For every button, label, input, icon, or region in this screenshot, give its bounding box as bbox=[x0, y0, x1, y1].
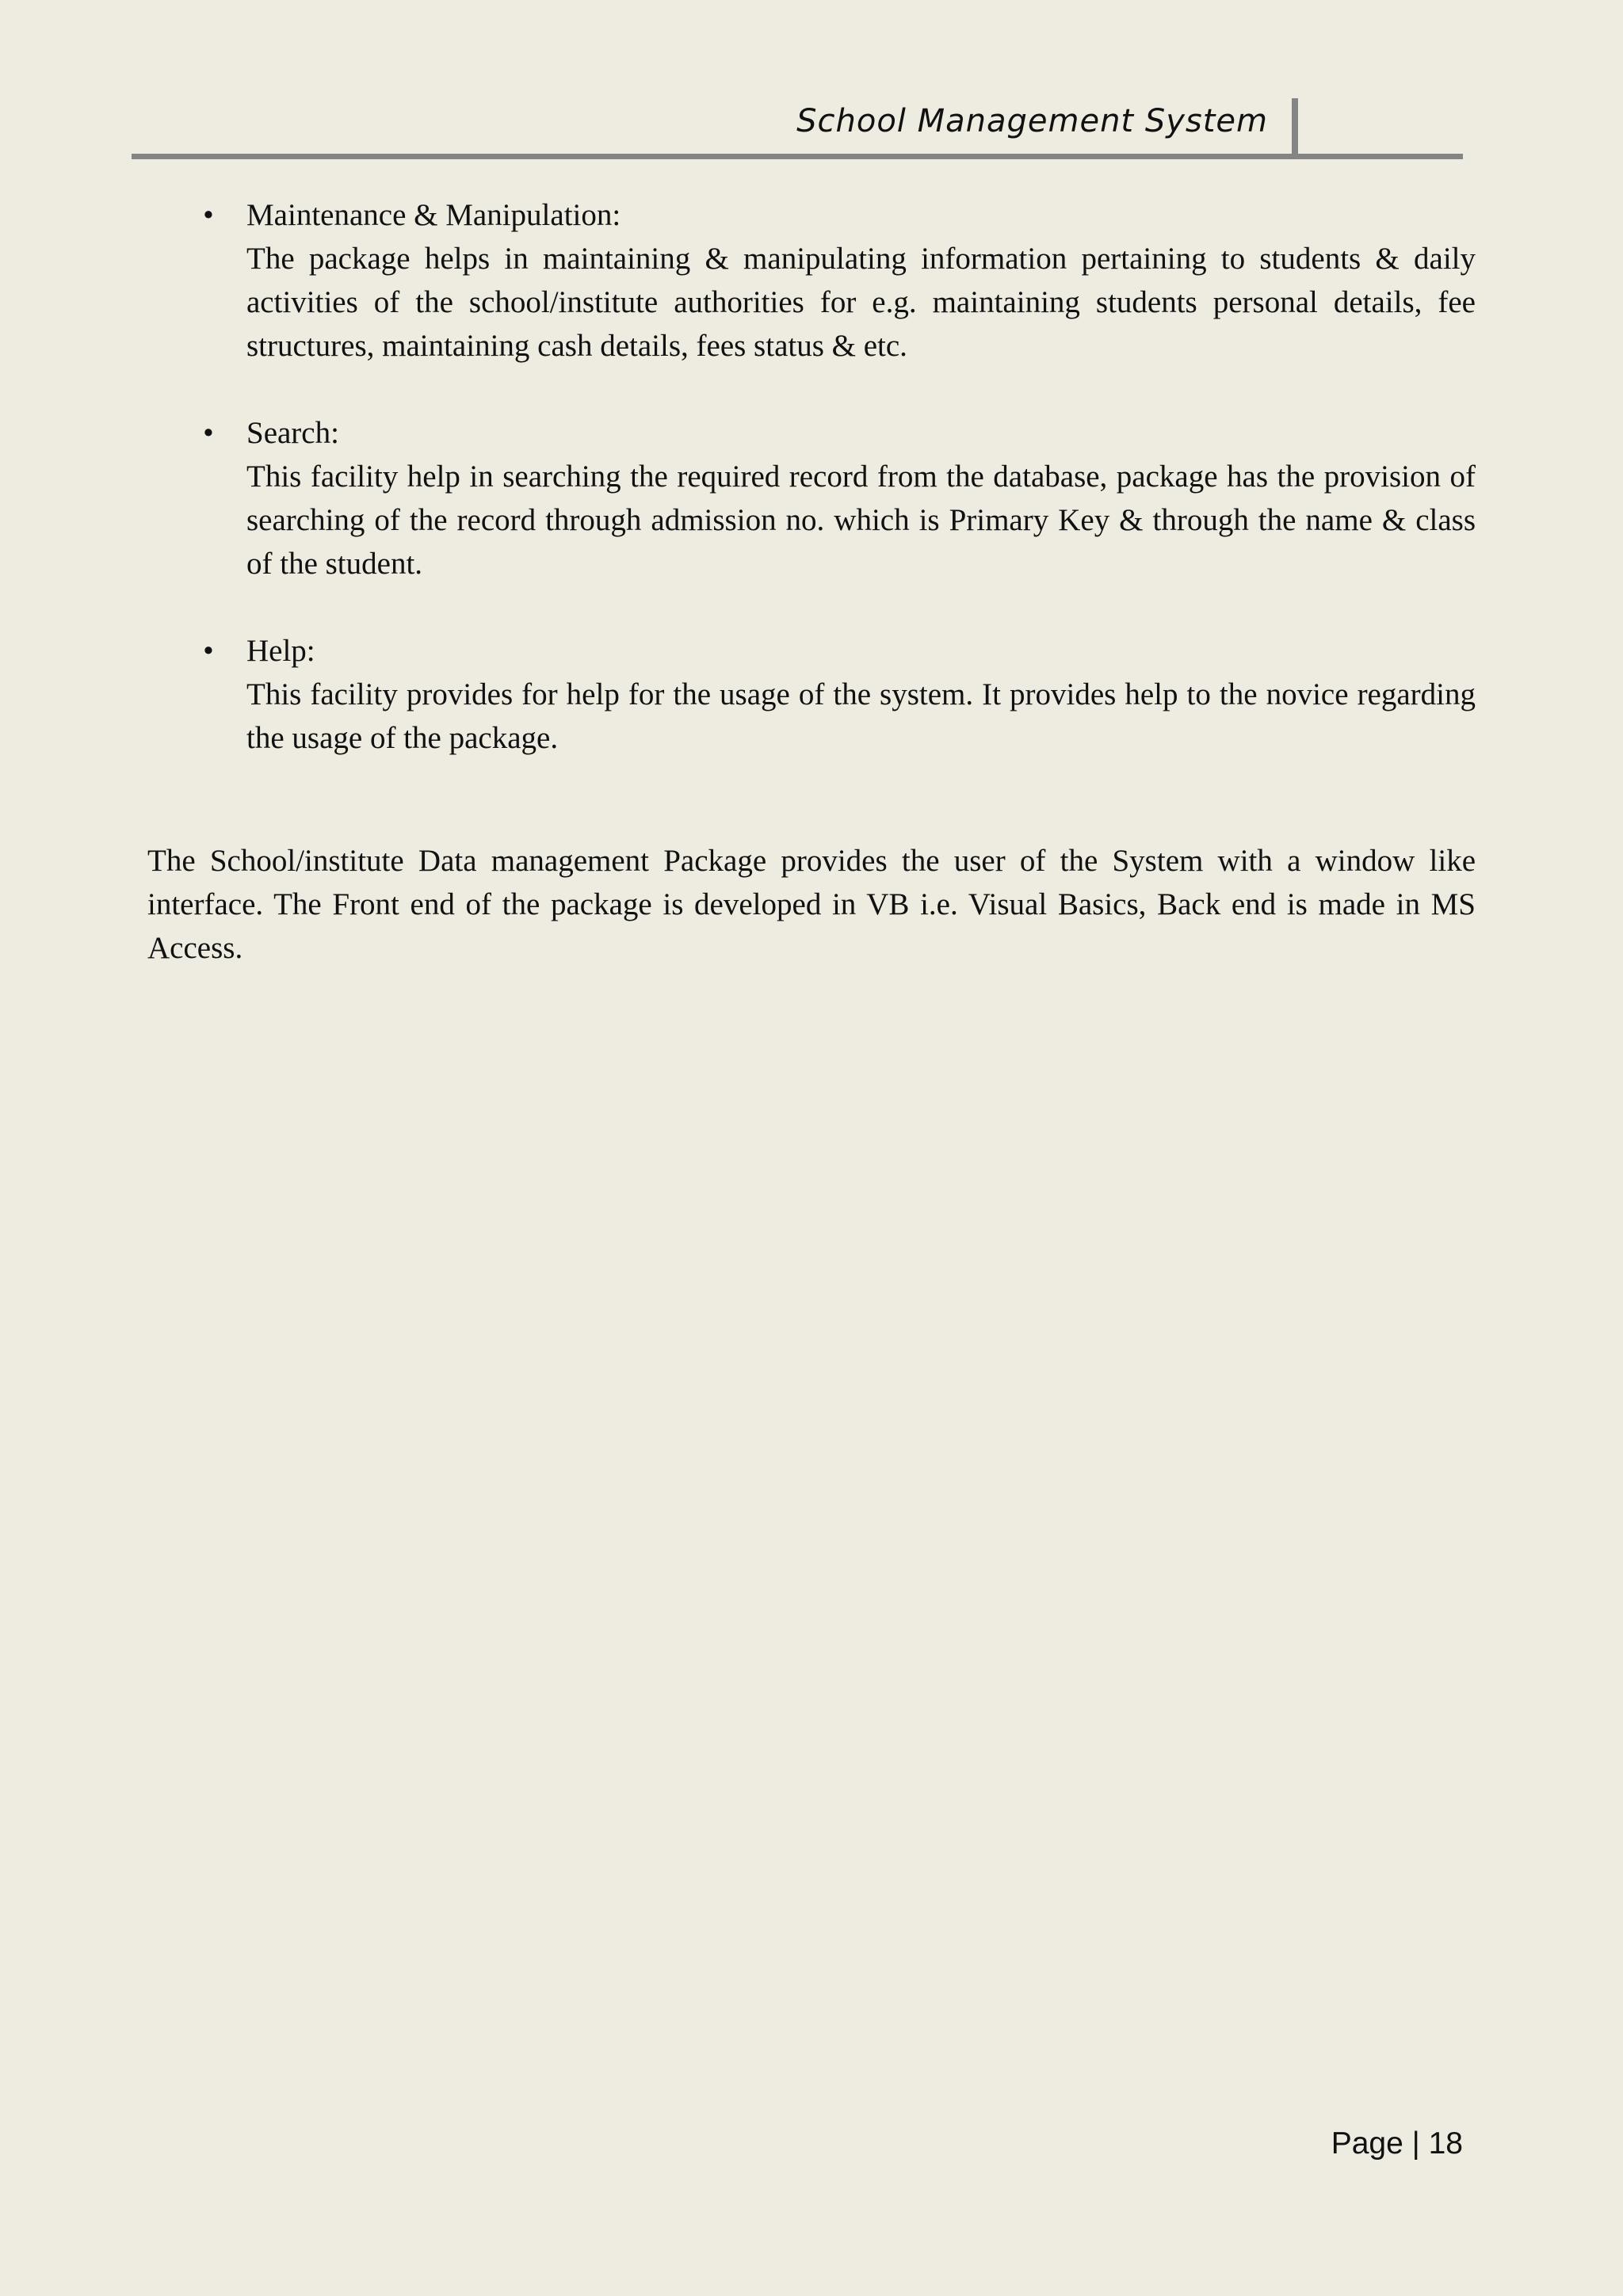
bullet-item-maintenance bbox=[147, 193, 1476, 368]
main-content bbox=[147, 193, 1476, 970]
bullet-title: Help: bbox=[246, 634, 315, 668]
bullet-item-help bbox=[147, 629, 1476, 760]
bullet-title: Search: bbox=[246, 416, 339, 450]
bullet-body: This facility provides for help for the usage of the system. It provides help to the novice regarding the usage of the package. bbox=[246, 677, 1476, 755]
bullet-title: Maintenance & Manipulation: bbox=[246, 198, 621, 232]
header-title: School Management System bbox=[796, 103, 1268, 139]
header-divider-tick bbox=[1292, 98, 1298, 157]
page-number: Page | 18 bbox=[1331, 2126, 1463, 2161]
header-rule bbox=[132, 154, 1463, 159]
bullet-icon: • bbox=[203, 634, 214, 668]
bullet-item-search bbox=[147, 411, 1476, 585]
bullet-icon: • bbox=[203, 416, 214, 450]
closing-paragraph: The School/institute Data management Package provides the user of the System with a window like interface. The Front end of the package is developed in VB i.e. Visual Basics, Back end is made in MS Access. bbox=[147, 844, 1476, 965]
bullet-icon: • bbox=[203, 198, 214, 232]
bullet-body: This facility help in searching the required record from the database, package has the provision of searching of the record through admission no. which is Primary Key & through the name & class of the student. bbox=[246, 460, 1476, 581]
bullet-body: The package helps in maintaining & manipulating information pertaining to students & daily activities of the school/institute authorities for e.g. maintaining students personal details, fee structures, maintaining cash details, fees status & etc. bbox=[246, 242, 1476, 363]
